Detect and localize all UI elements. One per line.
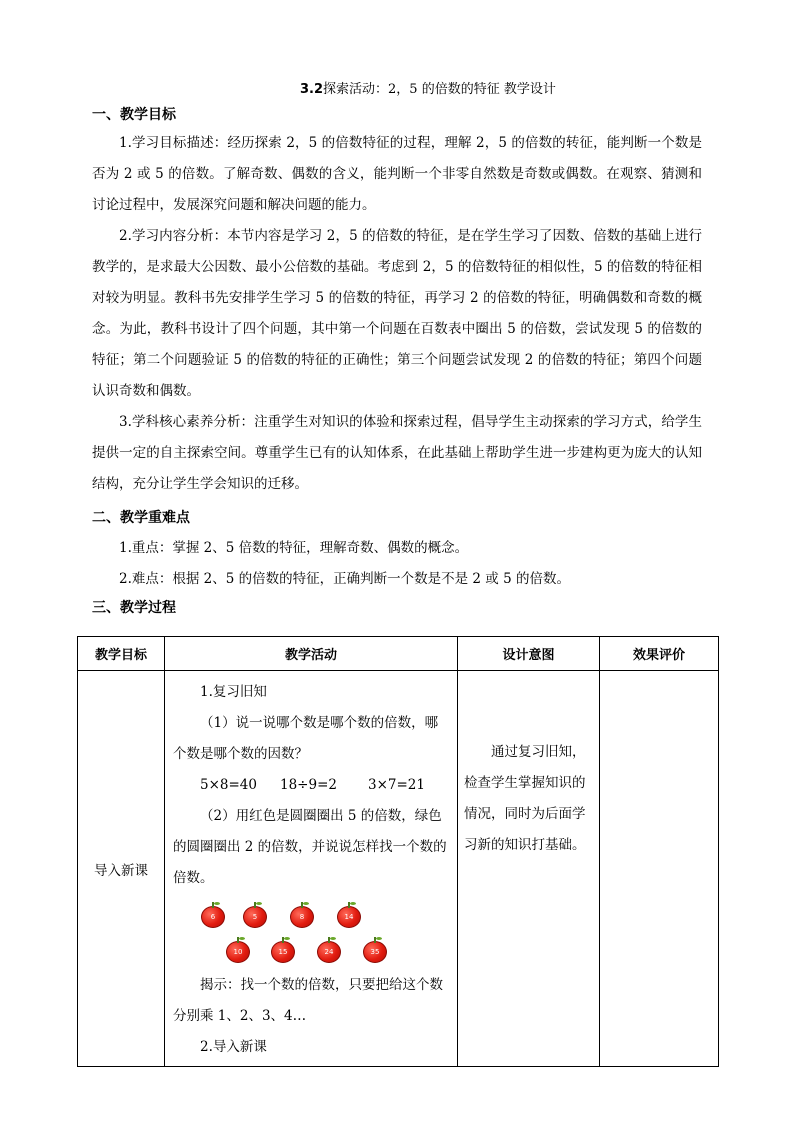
title-number: 3.2 xyxy=(300,82,324,97)
difficult-point: 2.难点：根据 2、5 的倍数的特征，正确判断一个数是不是 2 或 5 的倍数。 xyxy=(119,571,570,587)
header-evaluation: 效果评价 xyxy=(600,637,719,671)
goal-paragraph-2: 2.学习内容分析：本节内容是学习 2，5 的倍数的特征，是在学生学习了因数、倍数的基础上进行教学的，是求最大公因数、最小公倍数的基础。考虑到 2，5 的倍数特征的相似性，5 的倍数的特征相对较为明显。教科书先安排学生学习 5 的倍数的特征，再学习 2 的倍数的特征，明确偶数和奇数的概念。为此，教科书设计了四个问题，其中第一个问题在百数表中圈出 5 的倍数，尝试发现 5 的倍数的特征；第二个问题验证 5 的倍数的特征的正确性；第三个问题尝试发现 2 的倍数的特征；第四个问题认识奇数和偶数。 xyxy=(92,228,702,399)
apple-number: 5 xyxy=(243,906,267,928)
header-goal: 教学目标 xyxy=(78,637,165,671)
header-design: 设计意图 xyxy=(458,637,600,671)
apple-number: 6 xyxy=(201,906,225,928)
equation-1: 5×8=40 xyxy=(200,777,257,793)
activity-summary: 揭示：找一个数的倍数，只要把给这个数分别乘 1、2、3、4… xyxy=(173,977,443,1024)
evaluation-cell xyxy=(600,671,719,1067)
apple-number: 10 xyxy=(226,941,250,963)
equations xyxy=(173,770,449,801)
header-activity: 教学活动 xyxy=(165,637,458,671)
section-heading-key-points: 二、教学重难点 xyxy=(92,510,190,526)
apple-number: 14 xyxy=(337,906,361,928)
design-cell xyxy=(458,671,600,1067)
activity-cell xyxy=(165,671,458,1067)
key-point: 1.重点：掌握 2、5 倍数的特征，理解奇数、偶数的概念。 xyxy=(119,540,469,556)
goal-cell: 导入新课 xyxy=(78,671,165,1067)
apple-number: 8 xyxy=(290,906,314,928)
apple-number: 24 xyxy=(317,941,341,963)
apple-group xyxy=(173,894,449,970)
activity-step-1: 1.复习旧知 xyxy=(200,684,267,700)
apple-number: 15 xyxy=(271,941,295,963)
section-heading-goals: 一、教学目标 xyxy=(92,107,176,123)
section-heading-process: 三、教学过程 xyxy=(92,600,176,616)
equation-2: 18÷9=2 xyxy=(280,777,337,793)
activity-question-1: （1）说一说哪个数是哪个数的倍数，哪个数是哪个数的因数？ xyxy=(173,715,439,762)
activity-question-2: （2）用红色是圆圈圈出 5 的倍数，绿色的圆圈圈出 2 的倍数，并说说怎样找一个数的倍数。 xyxy=(173,808,447,886)
goal-paragraph-1: 1.学习目标描述：经历探索 2，5 的倍数特征的过程，理解 2，5 的倍数的转征，能判断一个数是否为 2 或 5 的倍数。了解奇数、偶数的含义，能判断一个非零自然数是奇数或偶数。在观察、猜测和讨论过程中，发展深究问题和解决问题的能力。 xyxy=(92,135,702,213)
table-header-row xyxy=(78,637,719,671)
apple-number: 35 xyxy=(363,941,387,963)
teaching-process-table xyxy=(77,636,719,1067)
page-title xyxy=(300,78,556,97)
goal-paragraph-3: 3.学科核心素养分析：注重学生对知识的体验和探索过程，倡导学生主动探索的学习方式，给学生提供一定的自主探索空间。尊重学生已有的认知体系，在此基础上帮助学生进一步建构更为庞大的认知结构，充分让学生学会知识的迁移。 xyxy=(92,414,702,492)
equation-3: 3×7=21 xyxy=(368,777,425,793)
title-text: 探索活动：2，5 的倍数的特征 教学设计 xyxy=(323,82,556,97)
table-row xyxy=(78,671,719,1067)
activity-step-2: 2.导入新课 xyxy=(200,1039,267,1055)
design-intent: 通过复习旧知，检查学生掌握知识的情况，同时为后面学习新的知识打基础。 xyxy=(464,744,586,853)
